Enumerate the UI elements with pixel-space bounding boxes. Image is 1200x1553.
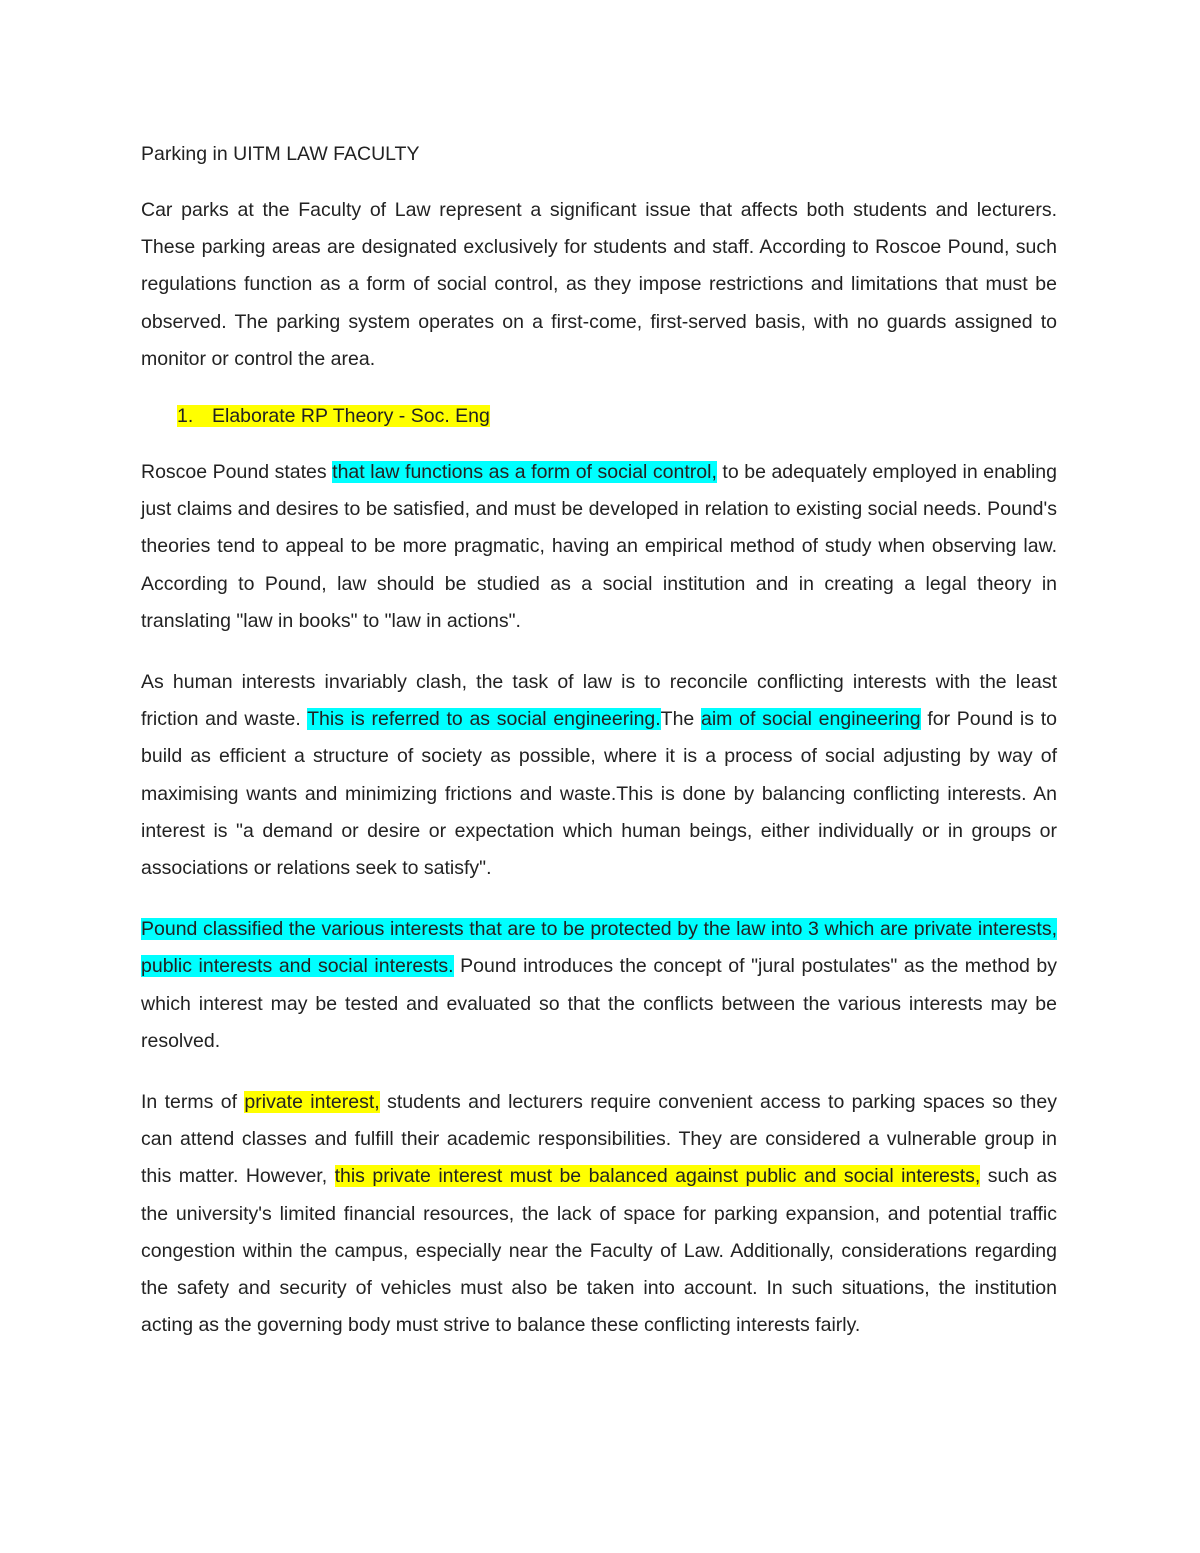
paragraph-private-interest [141, 1084, 1057, 1344]
text-run: The [660, 708, 701, 731]
section-heading [177, 402, 1057, 430]
text-run: for Pound is to build as efficient a structure of society as possible, where it is a process of social adjusting by way of maximising wants and minimizing frictions and waste.This is done by balancing conflicting interests. An interest is "a demand or desire or expectation which human beings, either individually or in groups or associations or relations seek to satisfy". [141, 708, 1057, 880]
section-heading-highlight [177, 405, 490, 427]
section-number: 1. [177, 405, 194, 428]
document-title: Parking in UITM LAW FACULTY [141, 143, 420, 165]
highlight-cyan: aim of social engineering [701, 708, 921, 731]
paragraph-interest-classification [141, 911, 1057, 1060]
paragraph-social-engineering [141, 664, 1057, 887]
highlight-cyan: Pound classified the various interests that are to be protected by the law into 3 which are private interests, public interests and social interests. [141, 918, 1057, 978]
text-run: As human interests invariably clash, the task of law is to reconcile conflicting interests with the least friction and waste. [141, 671, 1057, 731]
highlight-yellow: this private interest must be balanced against public and social interests, [334, 1165, 981, 1188]
text-run: Pound introduces the concept of "jural postulates" as the method by which interest may be tested and evaluated so that the conflicts between the various interests may be resolved. [141, 955, 1057, 1052]
text-run: students and lecturers require convenient access to parking spaces so they can attend classes and fulfill their academic responsibilities. They are considered a vulnerable group in this matter. However, [141, 1091, 1058, 1188]
text-run: such as the university's limited financial resources, the lack of space for parking expansion, and potential traffic congestion within the campus, especially near the Faculty of Law. Additionally, considerations regarding the safety and security of vehicles must also be taken into account. In such situations, the institution acting as the governing body must strive to balance these conflicting interests fairly. [141, 1165, 1057, 1337]
text-run: In terms of [141, 1091, 245, 1114]
document-page [141, 140, 1057, 1344]
highlight-cyan: This is referred to as social engineering. [307, 708, 661, 731]
highlight-yellow: private interest, [244, 1091, 380, 1114]
section-heading-text: Elaborate RP Theory - Soc. Eng [212, 405, 490, 428]
text-run: Roscoe Pound states [141, 461, 333, 484]
highlight-cyan: that law functions as a form of social control, [332, 461, 717, 484]
text-run: to be adequately employed in enabling just claims and desires to be satisfied, and must be developed in relation to existing social needs. Pound's theories tend to appeal to be more pragmatic, having an empirical method of study when observing law. According to Pound, law should be studied as a social institution and in creating a legal theory in translating "law in books" to "law in actions". [141, 461, 1057, 632]
paragraph-pound-theory [141, 454, 1057, 640]
intro-paragraph: Car parks at the Faculty of Law represent a significant issue that affects both students and lecturers. These parking areas are designated exclusively for students and staff. According to Roscoe Pound, such regulations function as a form of social control, as they impose restrictions and limitations that must be observed. The parking system operates on a first-come, first-served basis, with no guards assigned to monitor or control the area. [141, 199, 1057, 370]
